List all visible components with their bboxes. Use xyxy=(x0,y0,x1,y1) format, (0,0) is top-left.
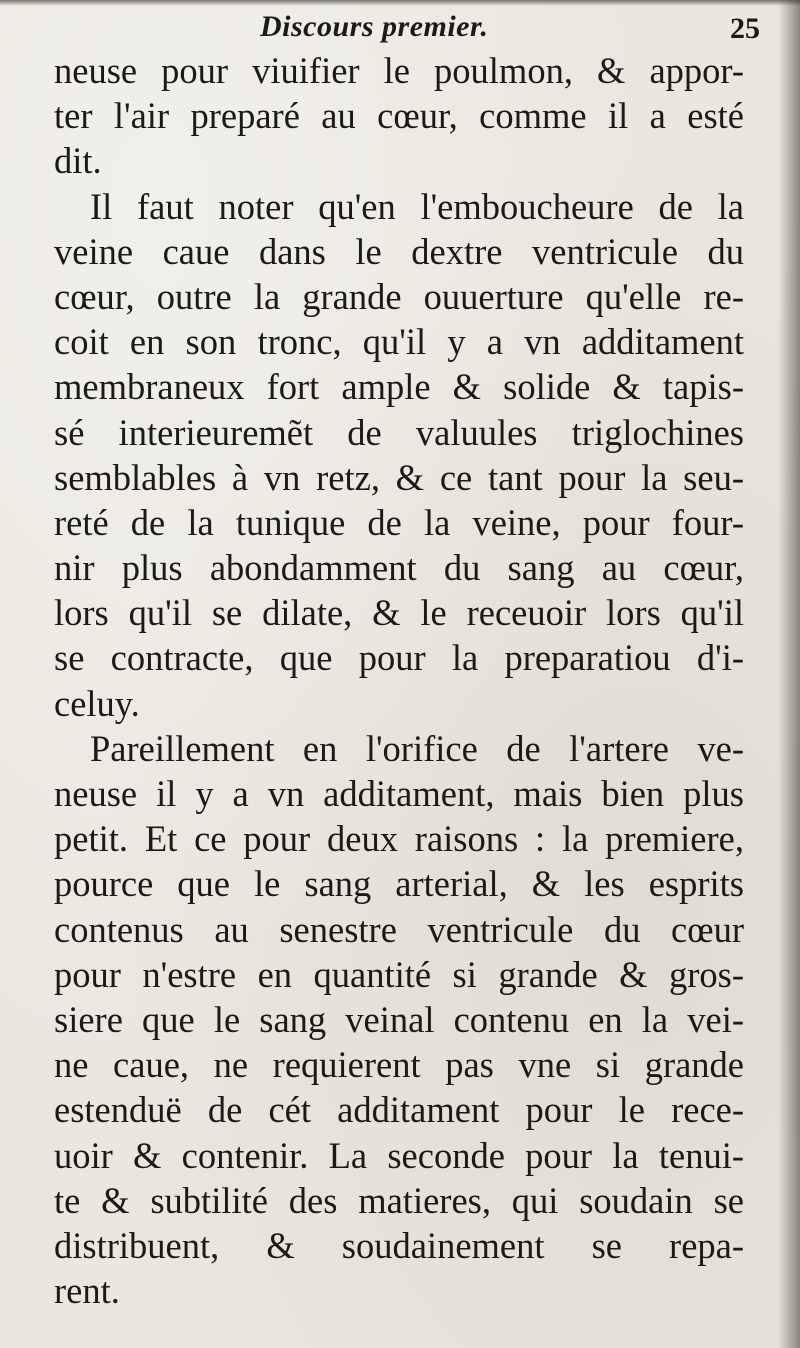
text-line: petit. Et ce pour deux raisons : la premiere, xyxy=(54,818,744,860)
text-line: te & subtilité des matieres, qui soudain se xyxy=(54,1179,744,1221)
text-line: celuy. xyxy=(54,682,140,724)
text-line: uoir & contenir. La seconde pour la tenui- xyxy=(54,1134,744,1176)
text-line: neuse il y a vn additament, mais bien plus xyxy=(54,773,744,814)
text-line: contenus au senestre ventricule du cœur xyxy=(54,908,744,950)
paragraph-2 xyxy=(54,184,744,726)
text-line: rent. xyxy=(54,1270,120,1312)
text-line: lors qu'il se dilate, & le receuoir lors qu'il xyxy=(54,592,744,634)
text-line: se contracte, que pour la preparatiou d'i- xyxy=(54,637,744,679)
text-line: cœur, outre la grande ouuerture qu'elle re- xyxy=(54,275,744,317)
text-line: ter l'air preparé au cœur, comme il a esté xyxy=(54,95,744,137)
text-line: veine caue dans le dextre ventricule du xyxy=(54,230,744,272)
text-line: semblables à vn retz, & ce tant pour la seu- xyxy=(54,456,744,498)
page-number: 25 xyxy=(730,12,760,45)
text-line: sé interieuremẽt de valuules triglochines xyxy=(54,411,744,453)
text-line: dit. xyxy=(54,140,102,182)
paragraph-1 xyxy=(54,48,744,184)
text-line: neuse pour viuifier le poulmon, & appor- xyxy=(54,50,744,91)
text-line: ne caue, ne requierent pas vne si grande xyxy=(54,1044,744,1086)
body-text xyxy=(54,48,744,1313)
text-line: distribuent, & soudainement se repa- xyxy=(54,1224,744,1266)
page-gutter-shadow xyxy=(778,0,800,1348)
page-top-shadow xyxy=(0,0,800,6)
text-line: estenduë de cét additament pour le rece- xyxy=(54,1089,744,1131)
text-line: Il faut noter qu'en l'emboucheure de la xyxy=(90,185,744,227)
text-line: pource que le sang arterial, & les esprits xyxy=(54,863,744,905)
text-line: nir plus abondamment du sang au cœur, xyxy=(54,547,744,589)
page-header xyxy=(60,8,760,50)
text-line: siere que le sang veinal contenu en la vei- xyxy=(54,998,744,1040)
text-line: reté de la tunique de la veine, pour four- xyxy=(54,501,744,543)
text-line: Pareillement en l'orifice de l'artere ve- xyxy=(90,727,744,769)
text-line: coit en son tronc, qu'il y a vn additament xyxy=(54,321,744,363)
text-line: membraneux fort ample & solide & tapis- xyxy=(54,366,744,408)
running-title: Discours premier. xyxy=(260,10,489,43)
text-line: pour n'estre en quantité si grande & gros- xyxy=(54,953,744,995)
paragraph-3 xyxy=(54,726,744,1313)
